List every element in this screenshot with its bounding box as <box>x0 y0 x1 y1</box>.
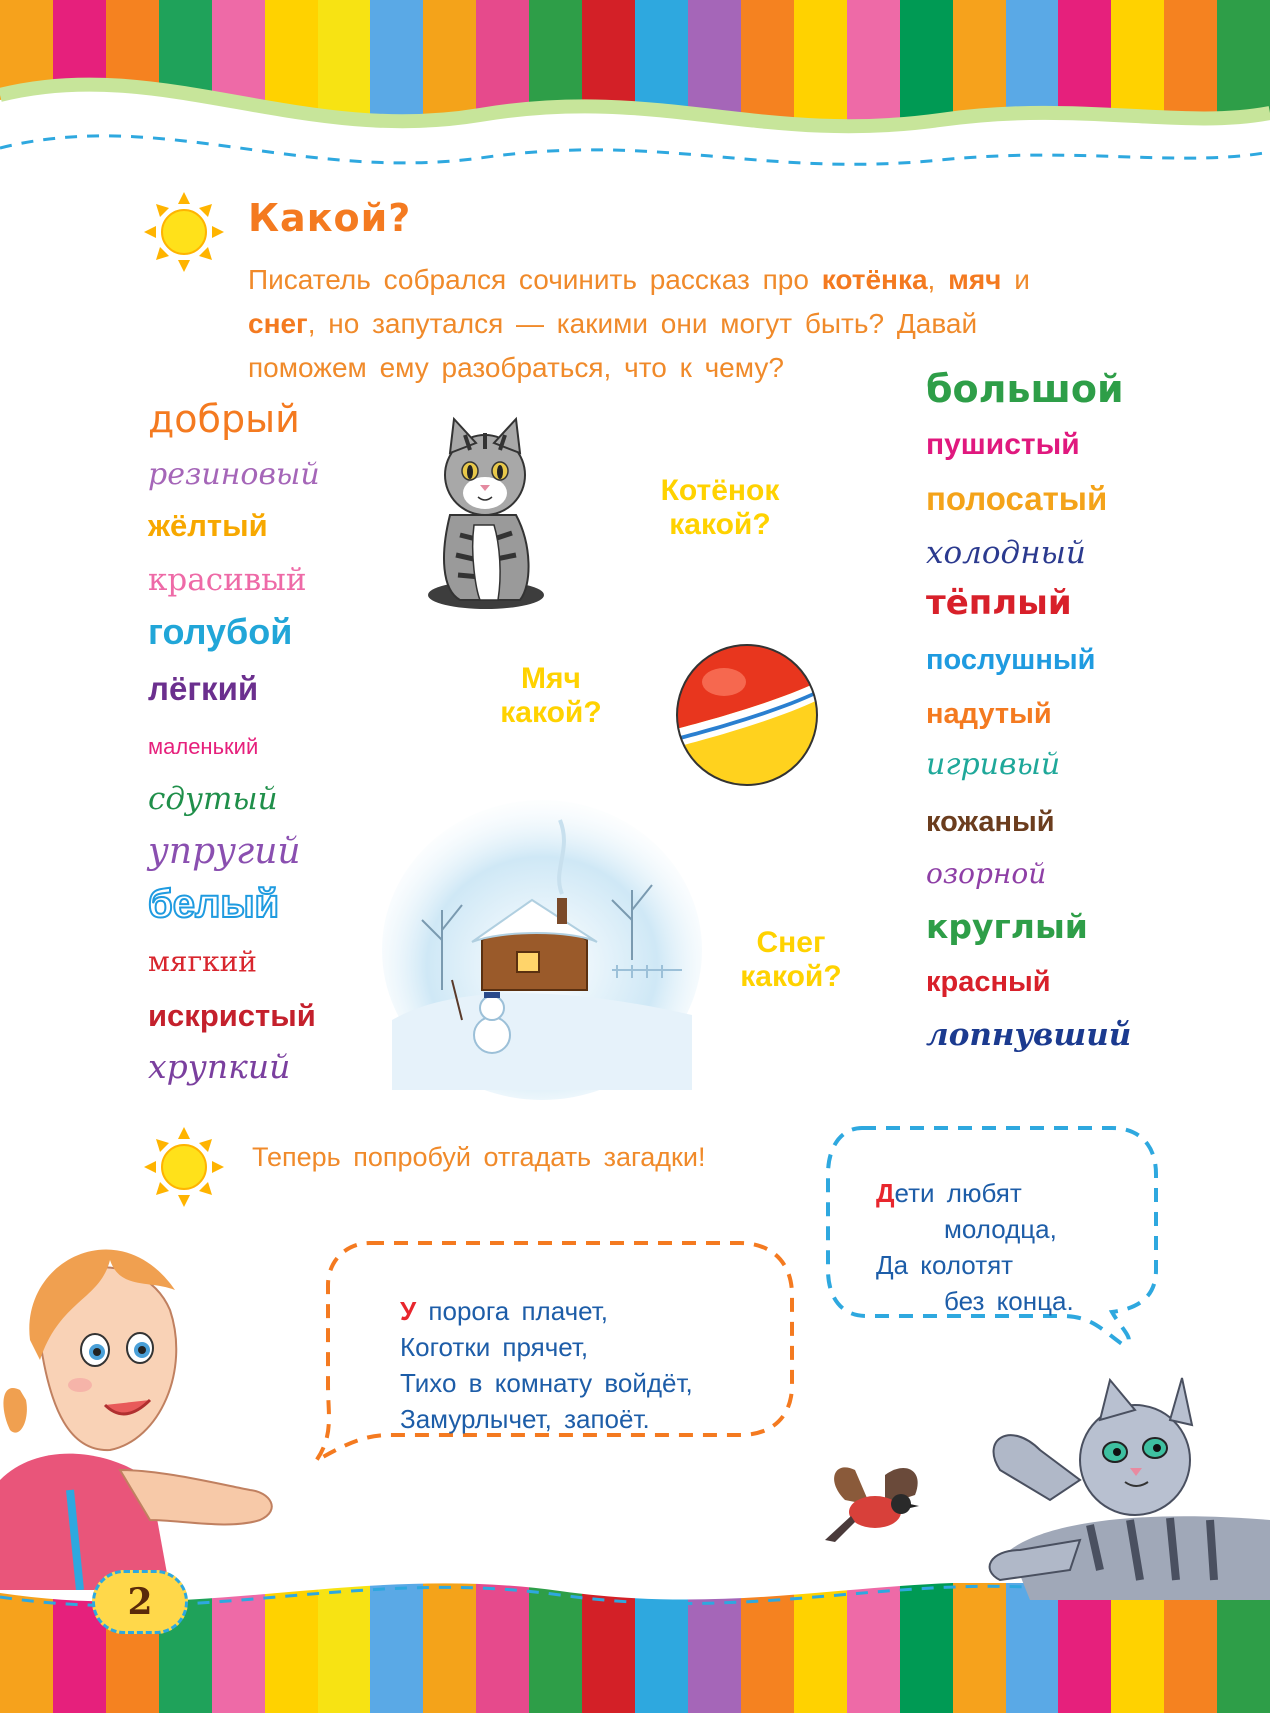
riddle-cat: У порога плачет, Коготки прячет, Тихо в комнату войдёт, Замурлычет, запоёт. <box>400 1296 693 1434</box>
word-belyj: белый <box>148 882 280 926</box>
word-malenkij: маленький <box>148 734 259 759</box>
word-pushistyj: пушистый <box>926 428 1080 461</box>
word-kruglyj: круглый <box>926 907 1088 946</box>
riddles-intro: Теперь попробуй отгадать загадки! <box>252 1142 706 1172</box>
bird-illustration <box>815 1450 935 1560</box>
word-sdutyj: сдутый <box>148 781 278 817</box>
word-poslushnyj: послушный <box>926 644 1096 676</box>
word-rezinovyj: резиновый <box>148 457 320 492</box>
word-hrupkij: хрупкий <box>148 1047 291 1086</box>
word-kozhanyj: кожаный <box>926 806 1055 838</box>
highlight-kitten: котёнка <box>821 264 928 295</box>
word-uprugij: упругий <box>148 831 301 872</box>
word-holodnyj: холодный <box>926 535 1086 571</box>
question-snow: Снег какой? <box>740 926 842 993</box>
page-number: 2 <box>92 1570 188 1634</box>
word-bolshoj: большой <box>926 367 1124 411</box>
word-goluboj: голубой <box>148 611 293 652</box>
word-myagkij: мягкий <box>148 945 257 978</box>
word-polosatyj: полосатый <box>926 480 1108 517</box>
snow-scene-illustration <box>382 790 702 1100</box>
ball-illustration <box>672 640 822 790</box>
word-krasnyj: красный <box>926 966 1051 998</box>
word-zheltyj: жёлтый <box>148 508 268 543</box>
intro-text: Писатель собрался сочинить рассказ про котёнка, мяч и снег, но запутался — какими они могут быть? Давай поможем ему разобраться, что к чему? <box>248 264 1030 383</box>
word-dobryj: добрый <box>148 397 300 441</box>
word-nadutyj: надутый <box>926 698 1052 730</box>
highlight-ball: мяч <box>948 264 1002 295</box>
question-ball: Мяч какой? <box>500 662 602 729</box>
sun-icon <box>142 190 226 274</box>
girl-illustration <box>0 1220 330 1590</box>
cat-illustration <box>970 1370 1270 1600</box>
top-wave-decoration <box>0 0 1270 170</box>
sun-icon <box>142 1125 226 1209</box>
question-kitten: Котёнок какой? <box>660 474 780 541</box>
word-ozornoj: озорной <box>926 857 1047 890</box>
riddle-ball: Дети любят молодца, Да колотят без конца. <box>876 1178 1074 1316</box>
word-krasivyj: красивый <box>148 562 307 598</box>
page-title: Какой? <box>248 196 412 240</box>
kitten-illustration <box>420 405 550 615</box>
word-teplyj: тёплый <box>926 583 1072 623</box>
word-igrivyj: игривый <box>926 747 1061 782</box>
word-iskristyj: искристый <box>148 998 316 1033</box>
highlight-snow: снег <box>248 308 308 339</box>
word-legkij: лёгкий <box>148 670 259 707</box>
word-lopnuvshij: лопнувший <box>926 1017 1132 1053</box>
